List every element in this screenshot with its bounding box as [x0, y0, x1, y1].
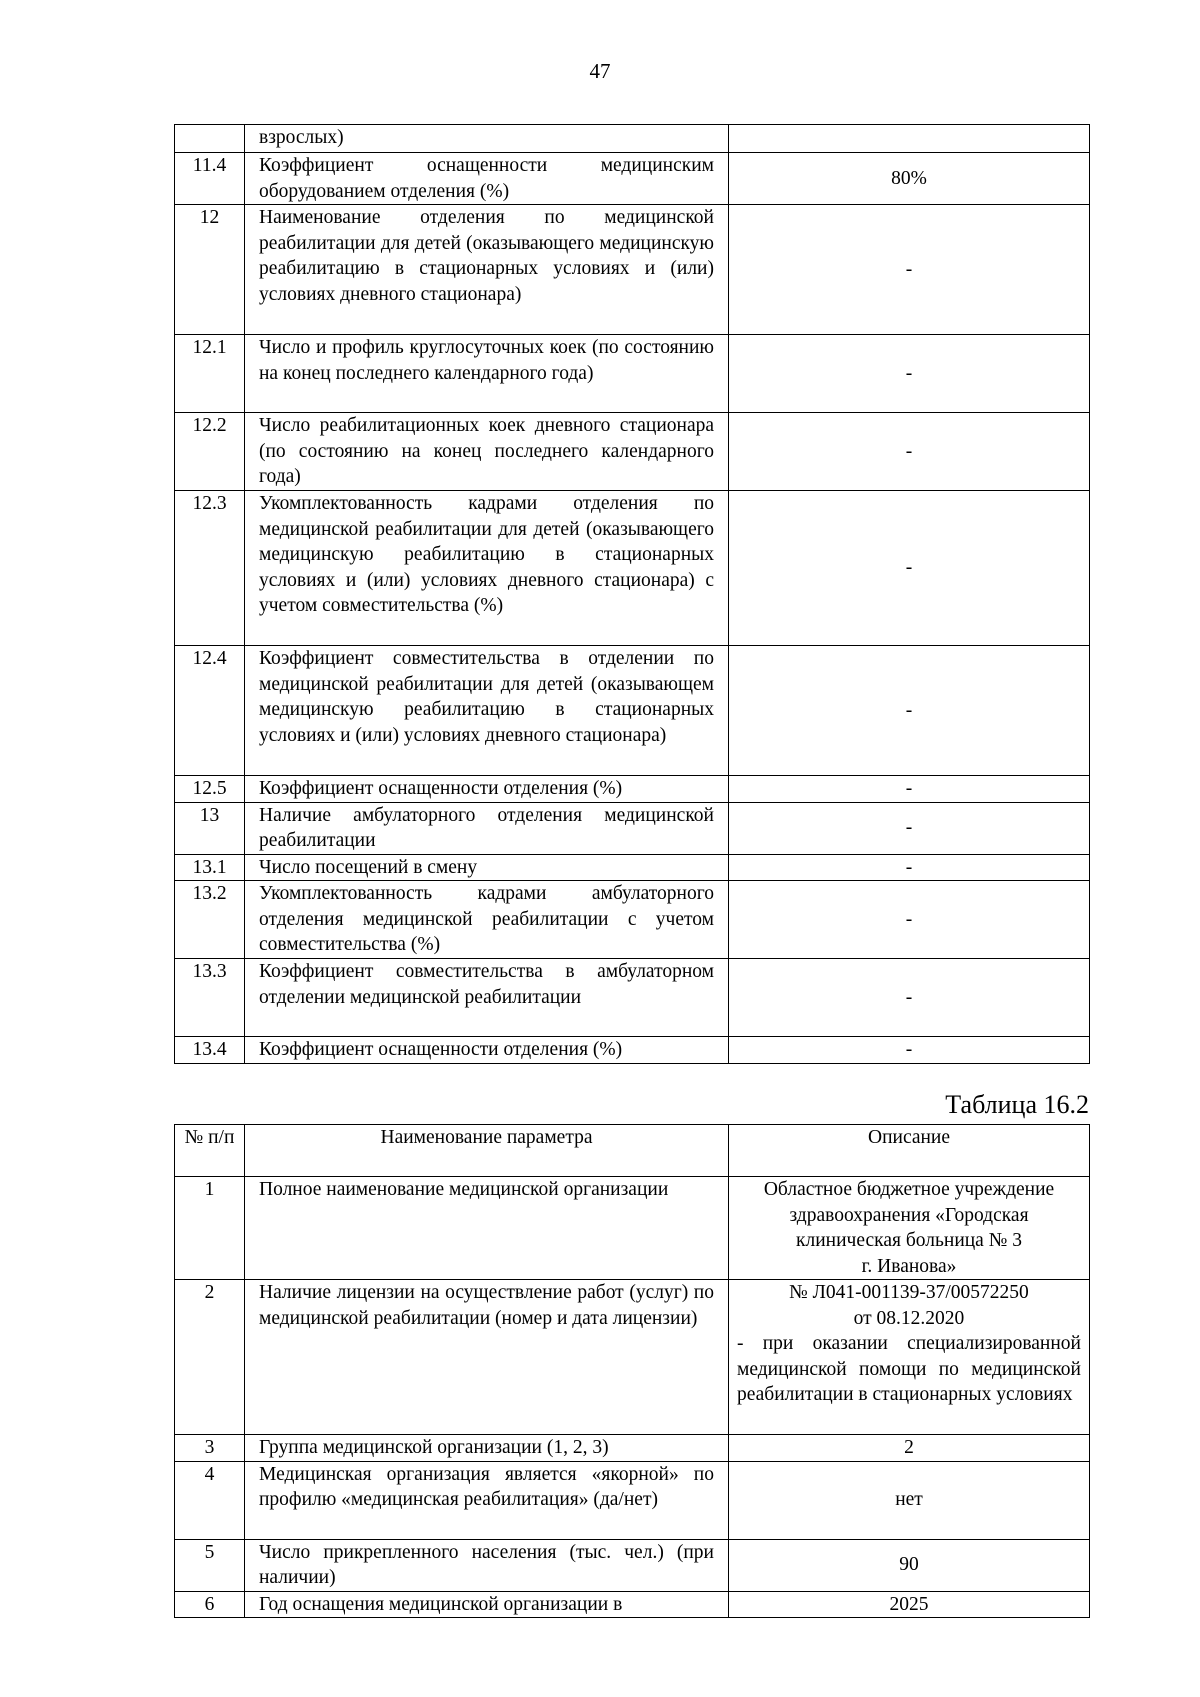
row-number: 13.2 — [175, 881, 245, 959]
parameter-value: - — [729, 491, 1090, 646]
row-number: 2 — [175, 1280, 245, 1435]
parameter-name: Коэффициент оснащенности отделения (%) — [245, 776, 729, 803]
header-description: Описание — [729, 1125, 1090, 1177]
parameter-name: Год оснащения медицинской организации в — [245, 1591, 729, 1618]
row-number: 4 — [175, 1461, 245, 1539]
parameter-name: Число и профиль круглосуточных коек (по состоянию на конец последнего календарного года) — [245, 335, 729, 413]
description-line: г. Иванова» — [861, 1255, 957, 1277]
parameter-description: 90 — [729, 1539, 1090, 1591]
row-number: 12 — [175, 205, 245, 335]
parameter-description: 2 — [729, 1435, 1090, 1462]
parameter-value: - — [729, 802, 1090, 854]
parameter-value — [729, 125, 1090, 153]
row-number: 13.3 — [175, 959, 245, 1037]
table-row — [175, 1461, 1090, 1539]
row-number: 5 — [175, 1539, 245, 1591]
table-row — [175, 1177, 1090, 1280]
description-line: Областное бюджетное учреждение — [763, 1179, 1055, 1200]
license-number: № Л041-001139-37/00572250 — [789, 1282, 1029, 1303]
parameter-name: Медицинская организация является «якорной» по профилю «медицинская реабилитация» (да/нет) — [245, 1461, 729, 1539]
table-row — [175, 776, 1090, 803]
parameter-name: Укомплектованность кадрами амбулаторного отделения медицинской реабилитации с учетом совместительства (%) — [245, 881, 729, 959]
parameter-value: - — [729, 881, 1090, 959]
header-number: № п/п — [175, 1125, 245, 1177]
parameter-value: - — [729, 776, 1090, 803]
table-row — [175, 881, 1090, 959]
table-row — [175, 1539, 1090, 1591]
parameters-table-continued — [174, 124, 1090, 1064]
parameter-name: Группа медицинской организации (1, 2, 3) — [245, 1435, 729, 1462]
row-number: 13.4 — [175, 1037, 245, 1064]
parameter-description: 2025 — [729, 1591, 1090, 1618]
parameter-value: - — [729, 959, 1090, 1037]
parameter-name: Полное наименование медицинской организации — [245, 1177, 729, 1280]
parameter-name: взрослых) — [245, 125, 729, 153]
row-number: 12.4 — [175, 646, 245, 776]
table-row — [175, 646, 1090, 776]
table-row — [175, 802, 1090, 854]
header-parameter-name: Наименование параметра — [245, 1125, 729, 1177]
row-number: 12.5 — [175, 776, 245, 803]
parameter-name: Число посещений в смену — [245, 854, 729, 881]
table-row — [175, 335, 1090, 413]
parameter-value: - — [729, 854, 1090, 881]
parameter-name: Наличие лицензии на осуществление работ (услуг) по медицинской реабилитации (номер и дата лицензии) — [245, 1280, 729, 1435]
parameter-value: - — [729, 413, 1090, 491]
parameter-name: Коэффициент оснащенности отделения (%) — [245, 1037, 729, 1064]
parameter-name: Число прикрепленного населения (тыс. чел.) (при наличии) — [245, 1539, 729, 1591]
table-row — [175, 153, 1090, 205]
table-row — [175, 125, 1090, 153]
page-number: 47 — [589, 59, 611, 83]
table-row — [175, 413, 1090, 491]
description-line: клиническая больница № 3 — [796, 1230, 1022, 1251]
parameter-name: Наличие амбулаторного отделения медицинской реабилитации — [245, 802, 729, 854]
parameter-description — [729, 1280, 1090, 1435]
parameter-value: - — [729, 335, 1090, 413]
table-row — [175, 205, 1090, 335]
license-date: от 08.12.2020 — [853, 1307, 965, 1329]
license-scope: - при оказании специализированной медицинской помощи по медицинской реабилитации в стационарных условиях — [737, 1333, 1081, 1405]
parameter-description: нет — [729, 1461, 1090, 1539]
row-number: 3 — [175, 1435, 245, 1462]
row-number: 11.4 — [175, 153, 245, 205]
row-number: 1 — [175, 1177, 245, 1280]
parameter-name: Коэффициент оснащенности медицинским оборудованием отделения (%) — [245, 153, 729, 205]
table-row — [175, 959, 1090, 1037]
row-number: 6 — [175, 1591, 245, 1618]
table-row — [175, 1591, 1090, 1618]
parameter-value: - — [729, 205, 1090, 335]
table-caption: Таблица 16.2 — [945, 1090, 1089, 1119]
row-number — [175, 125, 245, 153]
table-header-row — [175, 1125, 1090, 1177]
row-number: 13 — [175, 802, 245, 854]
parameter-value: 80% — [729, 153, 1090, 205]
row-number: 13.1 — [175, 854, 245, 881]
parameter-description — [729, 1177, 1090, 1280]
row-number: 12.3 — [175, 491, 245, 646]
table-row — [175, 1435, 1090, 1462]
row-number: 12.1 — [175, 335, 245, 413]
organization-parameters-table — [174, 1124, 1090, 1618]
table-row — [175, 491, 1090, 646]
parameter-name: Укомплектованность кадрами отделения по медицинской реабилитации для детей (оказывающего медицинскую реабилитацию в стационарных условиях и (или) условиях дневного стационара) с учетом совместительства (%) — [245, 491, 729, 646]
row-number: 12.2 — [175, 413, 245, 491]
parameter-name: Наименование отделения по медицинской реабилитации для детей (оказывающего медицинскую реабилитацию в стационарных условиях и (или) условиях дневного стационара) — [245, 205, 729, 335]
parameter-name: Число реабилитационных коек дневного стационара (по состоянию на конец последнего календарного года) — [245, 413, 729, 491]
table-row — [175, 1280, 1090, 1435]
parameter-value: - — [729, 1037, 1090, 1064]
description-line: здравоохранения «Городская — [789, 1204, 1029, 1226]
table-row — [175, 1037, 1090, 1064]
parameter-value: - — [729, 646, 1090, 776]
table-row — [175, 854, 1090, 881]
parameter-name: Коэффициент совместительства в амбулаторном отделении медицинской реабилитации — [245, 959, 729, 1037]
parameter-name: Коэффициент совместительства в отделении по медицинской реабилитации для детей (оказывающем медицинскую реабилитацию в стационарных условиях и (или) условиях дневного стационара) — [245, 646, 729, 776]
